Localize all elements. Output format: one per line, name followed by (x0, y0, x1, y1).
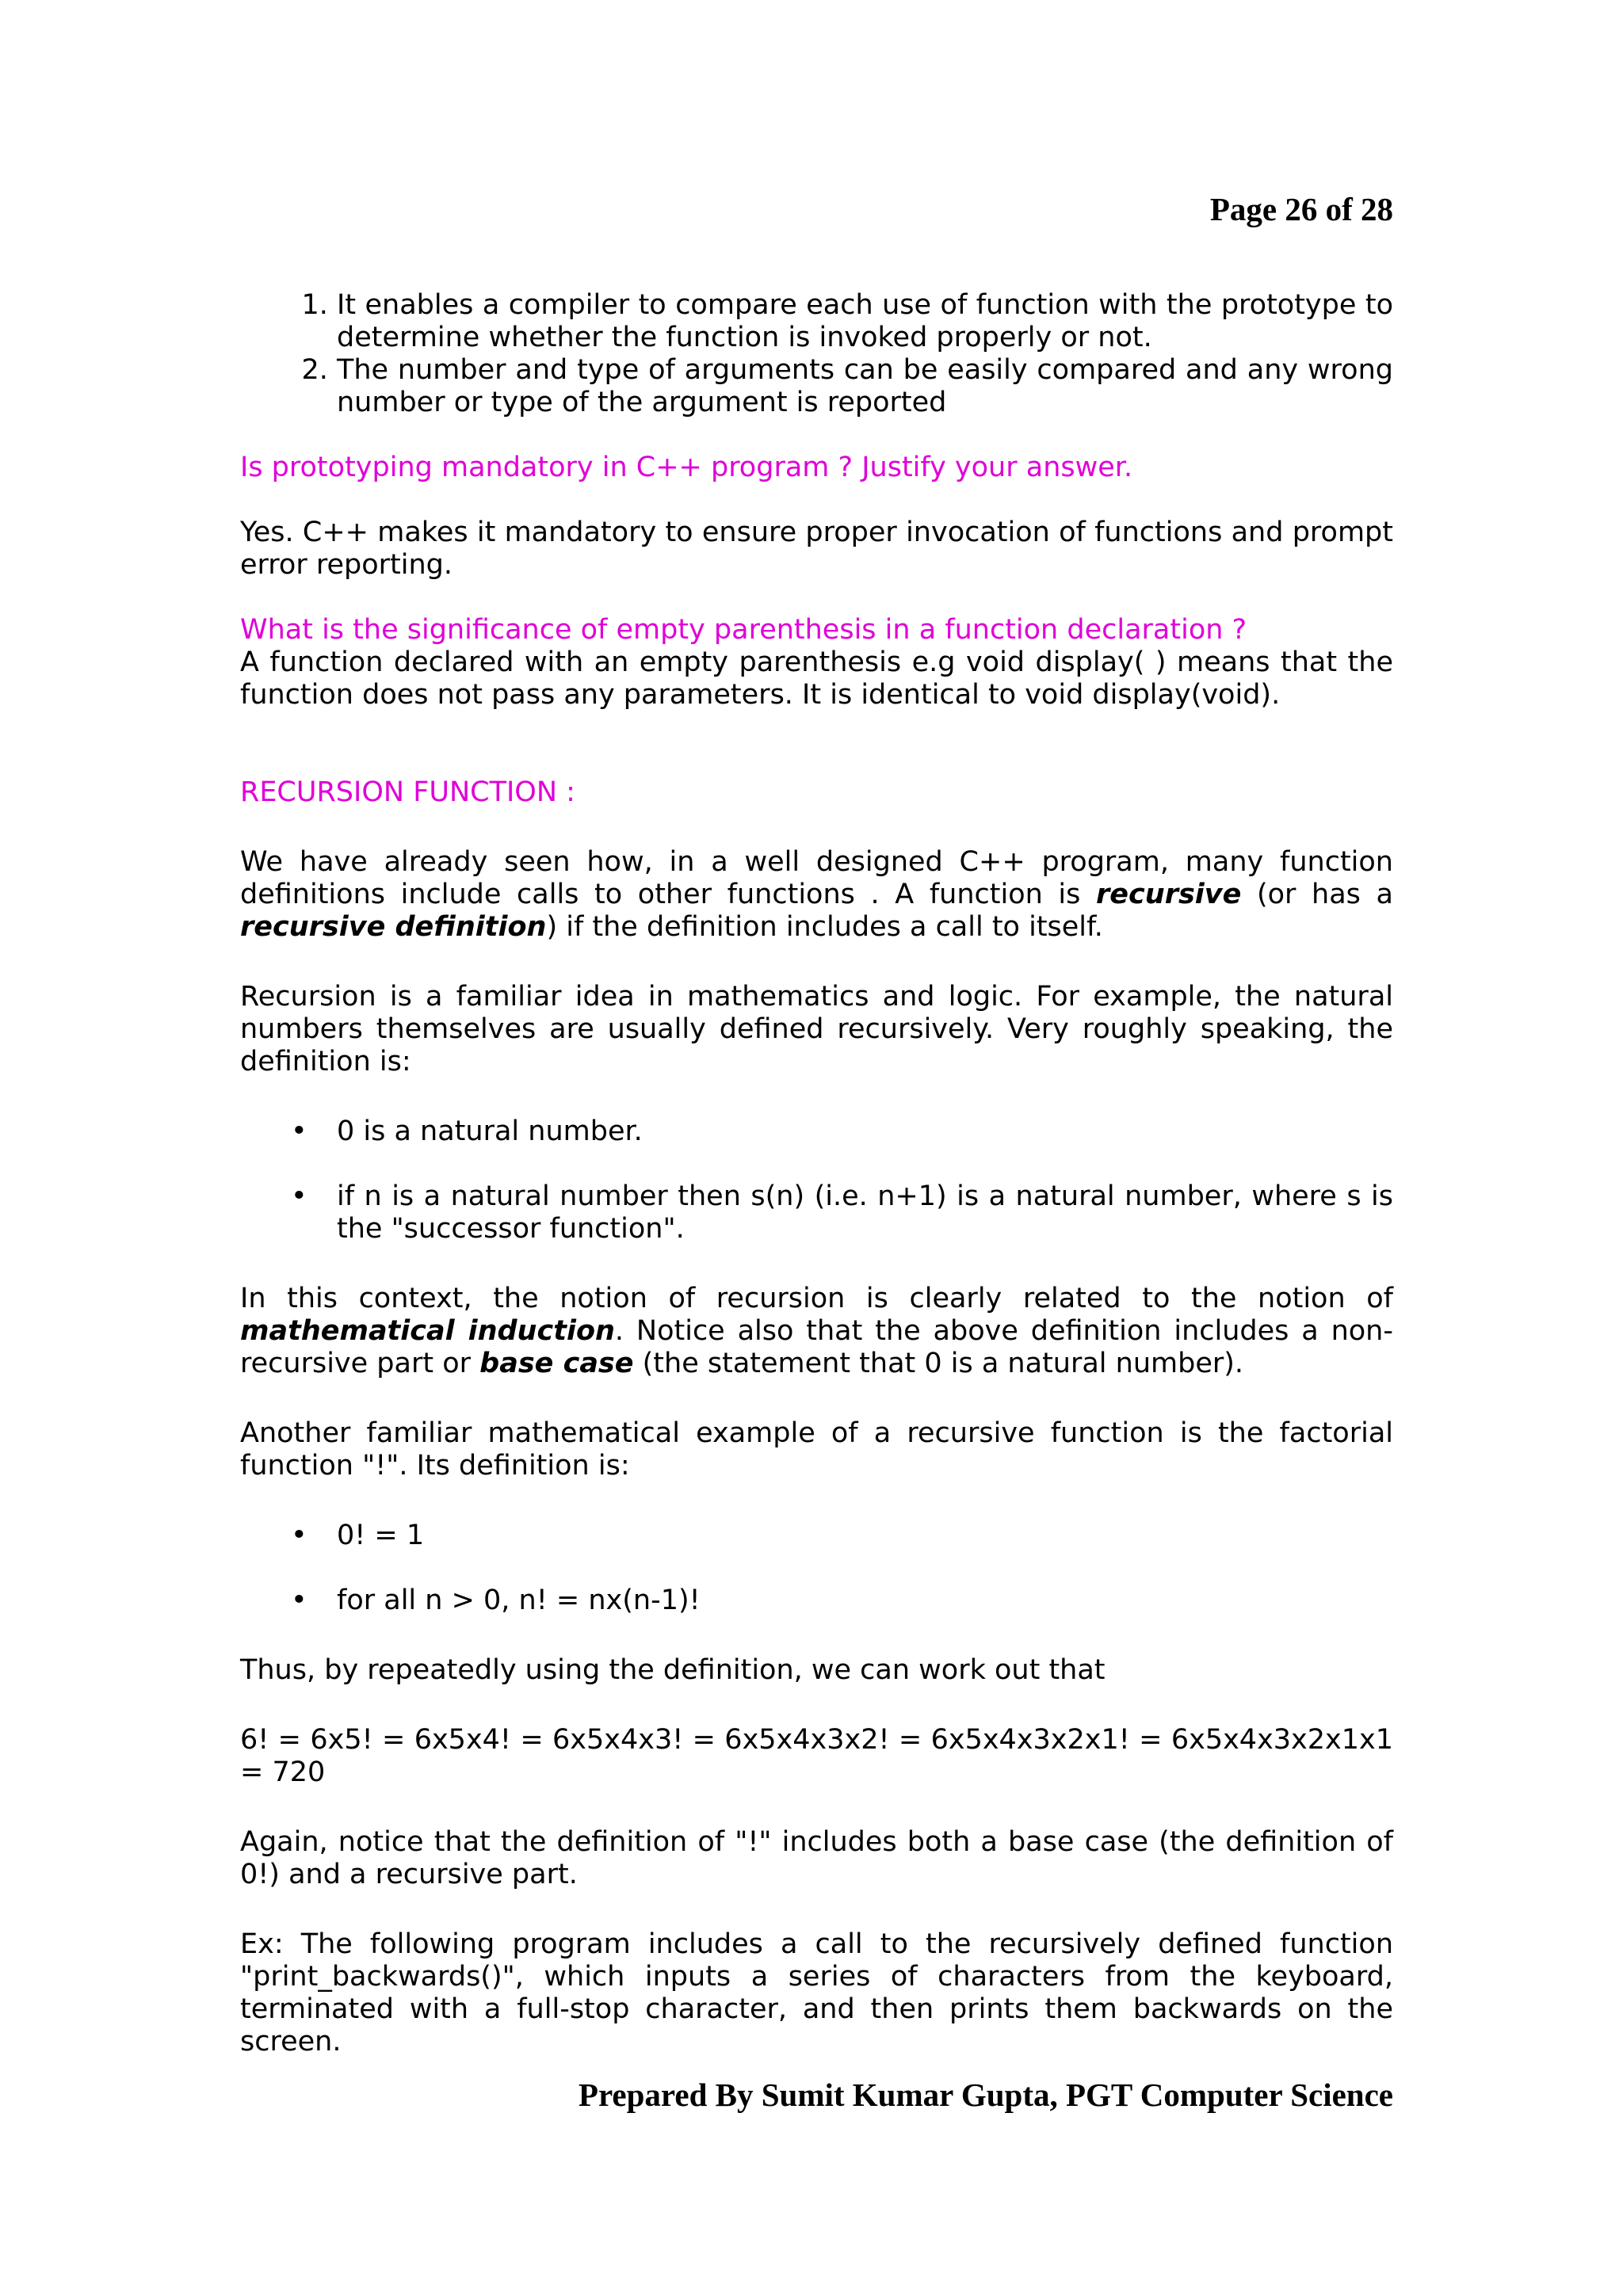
list-item: 1. It enables a compiler to compare each use of function with the prototype to determine whether the function is invoked properly or not. (337, 289, 1393, 354)
paragraph: Ex: The following program includes a call to the recursively defined function "print_backwards()", which inputs a series of characters from the keyboard, terminated with a full-stop character, and then prints them backwards on the screen. (240, 1928, 1393, 2058)
paragraph (240, 1283, 1393, 1380)
bullet-list (240, 1116, 1393, 1245)
paragraph: Recursion is a familiar idea in mathematics and logic. For example, the natural numbers themselves are usually defined recursively. Very roughly speaking, the definition is: (240, 981, 1393, 1077)
text-run: In this context, the notion of recursion is clearly related to the notion of (240, 1283, 1393, 1314)
page-number: Page 26 of 28 (1209, 191, 1393, 227)
answer-paragraph: Yes. C++ makes it mandatory to ensure proper invocation of functions and prompt error reporting. (240, 517, 1393, 581)
list-item: • if n is a natural number then s(n) (i.e. n+1) is a natural number, where s is the "successor function". (337, 1180, 1393, 1245)
text-run: (the statement that 0 is a natural number). (633, 1348, 1244, 1379)
answer-paragraph: A function declared with an empty parenthesis e.g void display( ) means that the function does not pass any parameters. It is identical to void display(void). (240, 646, 1393, 711)
page-content (240, 289, 1393, 2058)
text-run: (or has a (1241, 879, 1393, 910)
question-heading: What is the significance of empty parenthesis in a function declaration ? (240, 614, 1247, 646)
text-run: . Notice also that the above definition includes a non-recursive part or (240, 1315, 1393, 1379)
section-heading: RECURSION FUNCTION : (240, 776, 575, 808)
paragraph: Thus, by repeatedly using the definition, we can work out that (240, 1654, 1106, 1686)
prototype-benefits-list (240, 289, 1393, 419)
list-item: • 0! = 1 (337, 1520, 1393, 1552)
list-item: • for all n > 0, n! = nx(n-1)! (337, 1585, 1393, 1617)
text-run: We have already seen how, in a well designed C++ program, many function definitions include calls to other functions . A function is (240, 846, 1393, 910)
bullet-list (240, 1520, 1393, 1617)
paragraph: Again, notice that the definition of "!" includes both a base case (the definition of 0!) and a recursive part. (240, 1826, 1393, 1890)
question-heading: Is prototyping mandatory in C++ program ? Justify your answer. (240, 452, 1133, 483)
list-item: • 0 is a natural number. (337, 1116, 1393, 1148)
bold-italic-term: base case (479, 1348, 634, 1379)
page-footer: Prepared By Sumit Kumar Gupta, PGT Computer Science (578, 2077, 1393, 2113)
list-item: 2. The number and type of arguments can be easily compared and any wrong number or type of the argument is reported (337, 354, 1393, 419)
bold-italic-term: recursive definition (240, 911, 547, 943)
paragraph (240, 846, 1393, 944)
bold-italic-term: recursive (1096, 879, 1242, 910)
paragraph: Another familiar mathematical example of a recursive function is the factorial function "!". Its definition is: (240, 1417, 1393, 1482)
paragraph: 6! = 6x5! = 6x5x4! = 6x5x4x3! = 6x5x4x3x2! = 6x5x4x3x2x1! = 6x5x4x3x2x1x1 = 720 (240, 1724, 1393, 1788)
text-run: ) if the definition includes a call to itself. (546, 911, 1103, 943)
bold-italic-term: mathematical induction (240, 1315, 615, 1347)
